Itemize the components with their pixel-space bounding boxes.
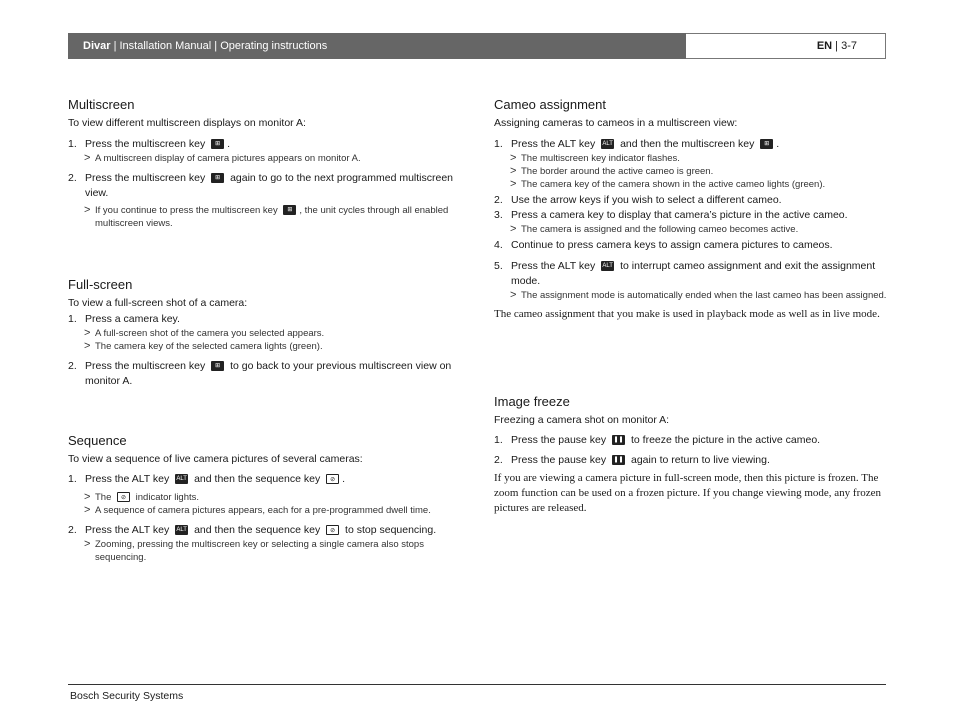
sequence-indicator-icon: ⊘ (117, 492, 130, 502)
step-text-cont: to interrupt cameo assignment and exit the assignment mode. (511, 260, 876, 287)
step-text-cont: again to go to the next programmed multiscreen view. (85, 172, 454, 199)
result-text: The multiscreen key indicator flashes. (521, 153, 680, 164)
step-number: 3. (494, 209, 503, 221)
header-page-info (686, 33, 886, 59)
multiscreen-key-icon: ⊞ (211, 173, 224, 183)
pause-key-icon: ❚❚ (613, 437, 624, 444)
step-item (68, 359, 463, 389)
step-text: Press the ALT key (85, 473, 170, 485)
result-text: The camera is assigned and the following cameo becomes active. (521, 224, 799, 235)
step-number: 1. (68, 473, 77, 485)
multiscreen-key-icon: ⊞ (283, 205, 296, 215)
step-text: Press the ALT key (511, 138, 596, 150)
step-text: Continue to press camera keys to assign camera pictures to cameos. (511, 239, 833, 251)
fullscreen-section (68, 277, 463, 389)
step-number: 1. (68, 313, 77, 325)
section-intro: To view a sequence of live camera pictures of several cameras: (68, 453, 363, 465)
step-text-cont: to go back to your previous multiscreen view on monitor A. (85, 360, 452, 387)
section-title: Full-screen (68, 277, 133, 292)
multiscreen-section (68, 97, 463, 230)
result-text: The (95, 492, 112, 503)
header-document-title: | Installation Manual | Operating instructions (110, 40, 328, 52)
step-text: Press the ALT key (85, 524, 170, 536)
result-item (494, 152, 889, 165)
page-number: | 3-7 (832, 40, 857, 52)
step-number: 2. (68, 172, 77, 184)
step-item (494, 137, 889, 152)
step-text-end: . (342, 473, 346, 485)
image-freeze-section (494, 394, 889, 516)
step-text: Use the arrow keys if you wish to select a different cameo. (511, 194, 782, 206)
result-arrow-icon: > (510, 289, 517, 301)
section-intro: Assigning cameras to cameos in a multiscreen view: (494, 117, 738, 129)
result-text: A multiscreen display of camera pictures appears on monitor A. (95, 153, 361, 164)
section-intro: To view different multiscreen displays on monitor A: (68, 117, 306, 129)
result-text: The camera key of the camera shown in the active cameo lights (green). (521, 179, 826, 190)
sequence-key-icon: ⊘ (326, 474, 339, 484)
section-title: Image freeze (494, 394, 570, 409)
multiscreen-key-icon: ⊞ (211, 139, 224, 149)
result-arrow-icon: > (84, 340, 91, 352)
page-footer (68, 684, 886, 702)
result-arrow-icon: > (84, 491, 91, 503)
step-item (494, 259, 889, 289)
step-text: Press the ALT key (511, 260, 596, 272)
language-code: EN (816, 40, 833, 52)
result-arrow-icon: > (510, 223, 517, 235)
step-text: Press a camera key. (85, 313, 180, 325)
step-number: 2. (68, 524, 77, 536)
section-title: Cameo assignment (494, 97, 606, 112)
result-text-cont: , the unit cycles through all enabled multiscreen views. (95, 205, 449, 229)
step-number: 1. (494, 138, 503, 150)
result-text: If you continue to press the multiscreen key (95, 205, 278, 216)
result-arrow-icon: > (510, 152, 517, 164)
brand-name: Divar (83, 40, 111, 52)
step-item (494, 193, 889, 208)
step-item (494, 433, 889, 448)
page-header (68, 33, 886, 59)
step-number: 4. (494, 239, 503, 251)
section-intro: Freezing a camera shot on monitor A: (494, 414, 670, 426)
step-item (68, 171, 463, 201)
step-item (68, 523, 463, 538)
step-text-end: . (227, 138, 231, 150)
result-item (68, 204, 463, 230)
result-arrow-icon: > (510, 165, 517, 177)
step-text: Press the multiscreen key (85, 172, 206, 184)
step-text-end: to stop sequencing. (345, 524, 437, 536)
step-text-cont: to freeze the picture in the active cameo. (630, 434, 821, 446)
step-number: 1. (494, 434, 503, 446)
result-item (68, 538, 463, 564)
result-arrow-icon: > (84, 152, 91, 164)
result-text: The camera key of the selected camera lights (green). (95, 341, 323, 352)
alt-key-icon: ALT (602, 263, 613, 270)
header-title-bar (68, 33, 686, 59)
cameo-note: The cameo assignment that you make is used in playback mode as well as in live mode. (494, 308, 880, 320)
pause-key-icon: ❚❚ (613, 457, 624, 464)
result-item (68, 152, 463, 165)
result-text: A full-screen shot of the camera you selected appears. (95, 328, 325, 339)
section-intro: To view a full-screen shot of a camera: (68, 297, 248, 309)
result-text: Zooming, pressing the multiscreen key or selecting a single camera also stops sequencing. (95, 539, 424, 563)
result-item (494, 289, 889, 302)
sequence-key-icon: ⊘ (326, 525, 339, 535)
result-item (68, 340, 463, 353)
step-item (68, 137, 463, 152)
step-item (68, 312, 463, 327)
step-item (68, 472, 463, 487)
step-text-end: . (776, 138, 780, 150)
step-number: 2. (494, 454, 503, 466)
multiscreen-key-icon: ⊞ (211, 361, 224, 371)
section-title: Multiscreen (68, 97, 135, 112)
result-text: The border around the active cameo is green. (521, 166, 714, 177)
step-text-cont: and then the sequence key (194, 473, 321, 485)
step-text-cont: and then the multiscreen key (620, 138, 755, 150)
step-text-cont: and then the sequence key (194, 524, 321, 536)
result-item (494, 165, 889, 178)
section-title: Sequence (68, 433, 127, 448)
result-item (494, 178, 889, 191)
step-number: 2. (494, 194, 503, 206)
result-item (68, 491, 463, 504)
result-text: The assignment mode is automatically ended when the last cameo has been assigned. (521, 290, 887, 301)
alt-key-icon: ALT (176, 476, 187, 483)
result-text-cont: indicator lights. (135, 492, 200, 503)
step-item (494, 238, 889, 253)
step-text: Press the pause key (511, 434, 607, 446)
step-text: Press the pause key (511, 454, 607, 466)
freeze-note: If you are viewing a camera picture in full-screen mode, then this picture is frozen. The zoom function can be used on a frozen picture. If you change viewing mode, any frozen pictures are released. (494, 472, 881, 514)
step-item (494, 453, 889, 468)
result-item (68, 327, 463, 340)
step-text: Press the multiscreen key (85, 138, 206, 150)
step-number: 2. (68, 360, 77, 372)
result-arrow-icon: > (84, 538, 91, 550)
step-text: Press a camera key to display that camera’s picture in the active cameo. (511, 209, 848, 221)
step-item (494, 208, 889, 223)
step-number: 1. (68, 138, 77, 150)
result-item (494, 223, 889, 236)
step-number: 5. (494, 260, 503, 272)
alt-key-icon: ALT (176, 527, 187, 534)
step-text: Press the multiscreen key (85, 360, 206, 372)
result-arrow-icon: > (84, 504, 91, 516)
cameo-section (494, 97, 889, 322)
alt-key-icon: ALT (602, 141, 613, 148)
footer-company: Bosch Security Systems (70, 690, 184, 702)
result-arrow-icon: > (84, 204, 91, 216)
result-text: A sequence of camera pictures appears, each for a pre-programmed dwell time. (95, 505, 431, 516)
multiscreen-key-icon: ⊞ (760, 139, 773, 149)
result-arrow-icon: > (84, 327, 91, 339)
step-text-cont: again to return to live viewing. (630, 454, 770, 466)
sequence-section (68, 433, 463, 564)
result-arrow-icon: > (510, 178, 517, 190)
result-item (68, 504, 463, 517)
